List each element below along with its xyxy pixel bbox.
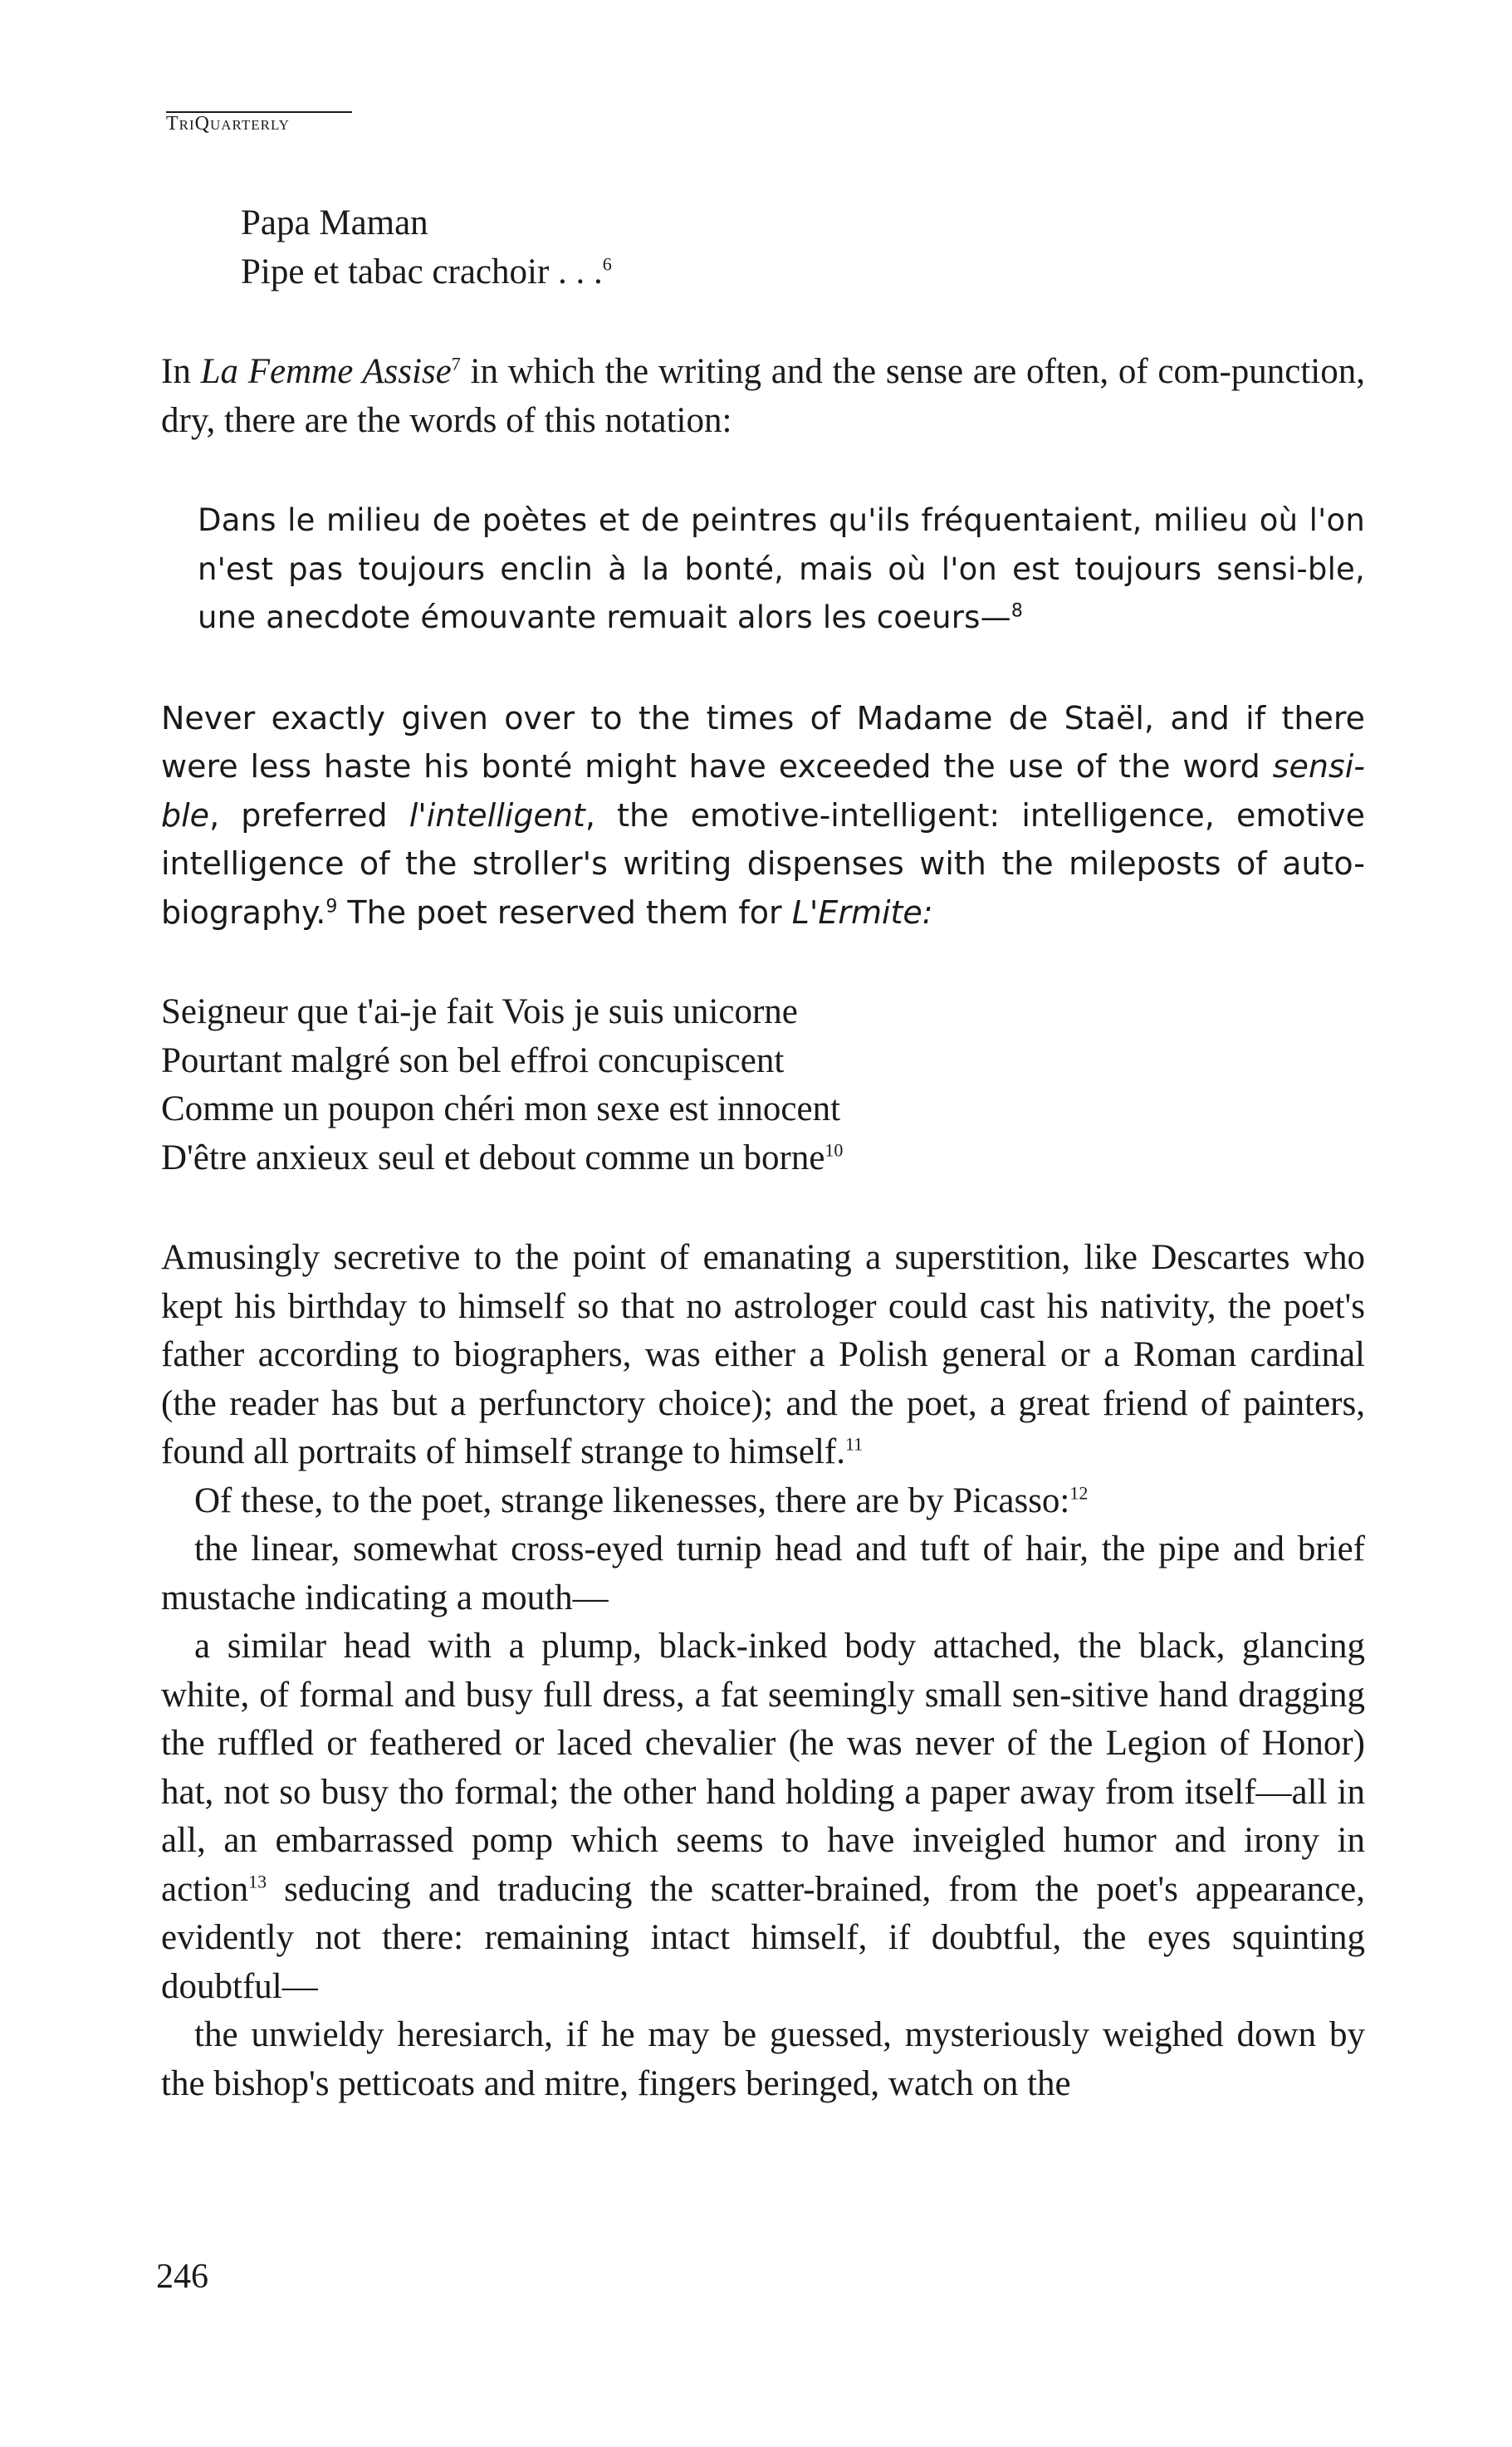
footnote-ref: 9: [325, 895, 338, 917]
page-body: [161, 199, 1365, 2108]
footnote-ref: 7: [451, 353, 461, 374]
italic-title: La Femme Assise: [200, 352, 452, 391]
footnote-ref: 13: [248, 1871, 267, 1892]
page-number: 246: [156, 2258, 208, 2296]
verse-line: Comme un poupon chéri mon sexe est innocent: [161, 1089, 841, 1128]
verse-line: Pipe et tabac crachoir . . .$^6$: [241, 252, 612, 291]
footnote-ref: 11: [845, 1433, 864, 1455]
paragraph: a similar head with a plump, black-inked body attached, the black, glancing white, of formal and busy full dress, a fat seemingly small sen-sitive hand dragging the ruffled or feathered or laced chevalier (he was never of the Legion of Honor) hat, not so busy tho formal; the other hand holding a paper away from itself—all in all, an embarrassed pomp which seems to have inveigled humor and irony in action$^{13}$ seducing and traducing the scatter-brained, from the poet's appearance, evidently not there: remaining intact himself, if doubtful, the eyes squinting doubtful—: [161, 1627, 1365, 2006]
verse-line: Papa Maman: [241, 203, 428, 242]
verse-block-2: [161, 988, 1365, 1182]
footnote-ref: 8: [1010, 600, 1024, 622]
verse-line: Seigneur que t'ai-je fait Vois je suis unicorne: [161, 992, 798, 1031]
footnote-ref: 6: [602, 253, 612, 275]
verse-line: D'être anxieux seul et debout comme un borne$^{10}$: [161, 1138, 844, 1177]
italic-word: l'intelligent: [409, 796, 585, 834]
running-head: TriQuarterly: [166, 113, 290, 135]
paragraph: In La Femme Assise$^7$ in which the writing and the sense are often, of com-punction, dry, there are the words of this notation:: [161, 352, 1366, 440]
italic-word: sensi-ble: [161, 748, 1365, 834]
block-quote: Dans le milieu de poètes et de peintres qu'ils fréquentaient, milieu où l'on n'est pas toujours enclin à la bonté, mais où l'on est toujours sensi-ble, une anecdote émouvante remuait alors les coeurs—$^8$: [198, 502, 1365, 635]
paragraph: Of these, to the poet, strange likenesses, there are by Picasso:$^{12}$: [194, 1480, 1089, 1520]
verse-line: Pourtant malgré son bel effroi concupiscent: [161, 1040, 785, 1080]
paragraph: the linear, somewhat cross-eyed turnip head and tuft of hair, the pipe and brief mustache indicating a mouth—: [161, 1529, 1365, 1617]
footnote-ref: 10: [825, 1139, 844, 1161]
paragraph: Amusingly secretive to the point of emanating a superstition, like Descartes who kept his birthday to himself so that no astrologer could cast his nativity, the poet's father according to biographers, was either a Polish general or a Roman cardinal (the reader has but a perfunctory choice); and the poet, a great friend of painters, found all portraits of himself strange to himself.$^{11}$: [161, 1238, 1365, 1471]
footnote-ref: 12: [1069, 1482, 1089, 1504]
italic-title: L'Ermite:: [791, 893, 933, 931]
paragraph: Never exactly given over to the times of Madame de Staël, and if there were less haste his bonté might have exceeded the use of the word sensi-ble, preferred l'intelligent, the emotive-intelligent: intelligence, emotive intelligence of the stroller's writing dispenses with the mileposts of auto-biography.$^9$ The poet reserved them for L'Ermite:: [161, 699, 1365, 931]
verse-block-1: [161, 199, 1365, 296]
paragraph: the unwieldy heresiarch, if he may be guessed, mysteriously weighed down by the bishop's petticoats and mitre, fingers beringed, watch on the: [161, 2015, 1365, 2103]
